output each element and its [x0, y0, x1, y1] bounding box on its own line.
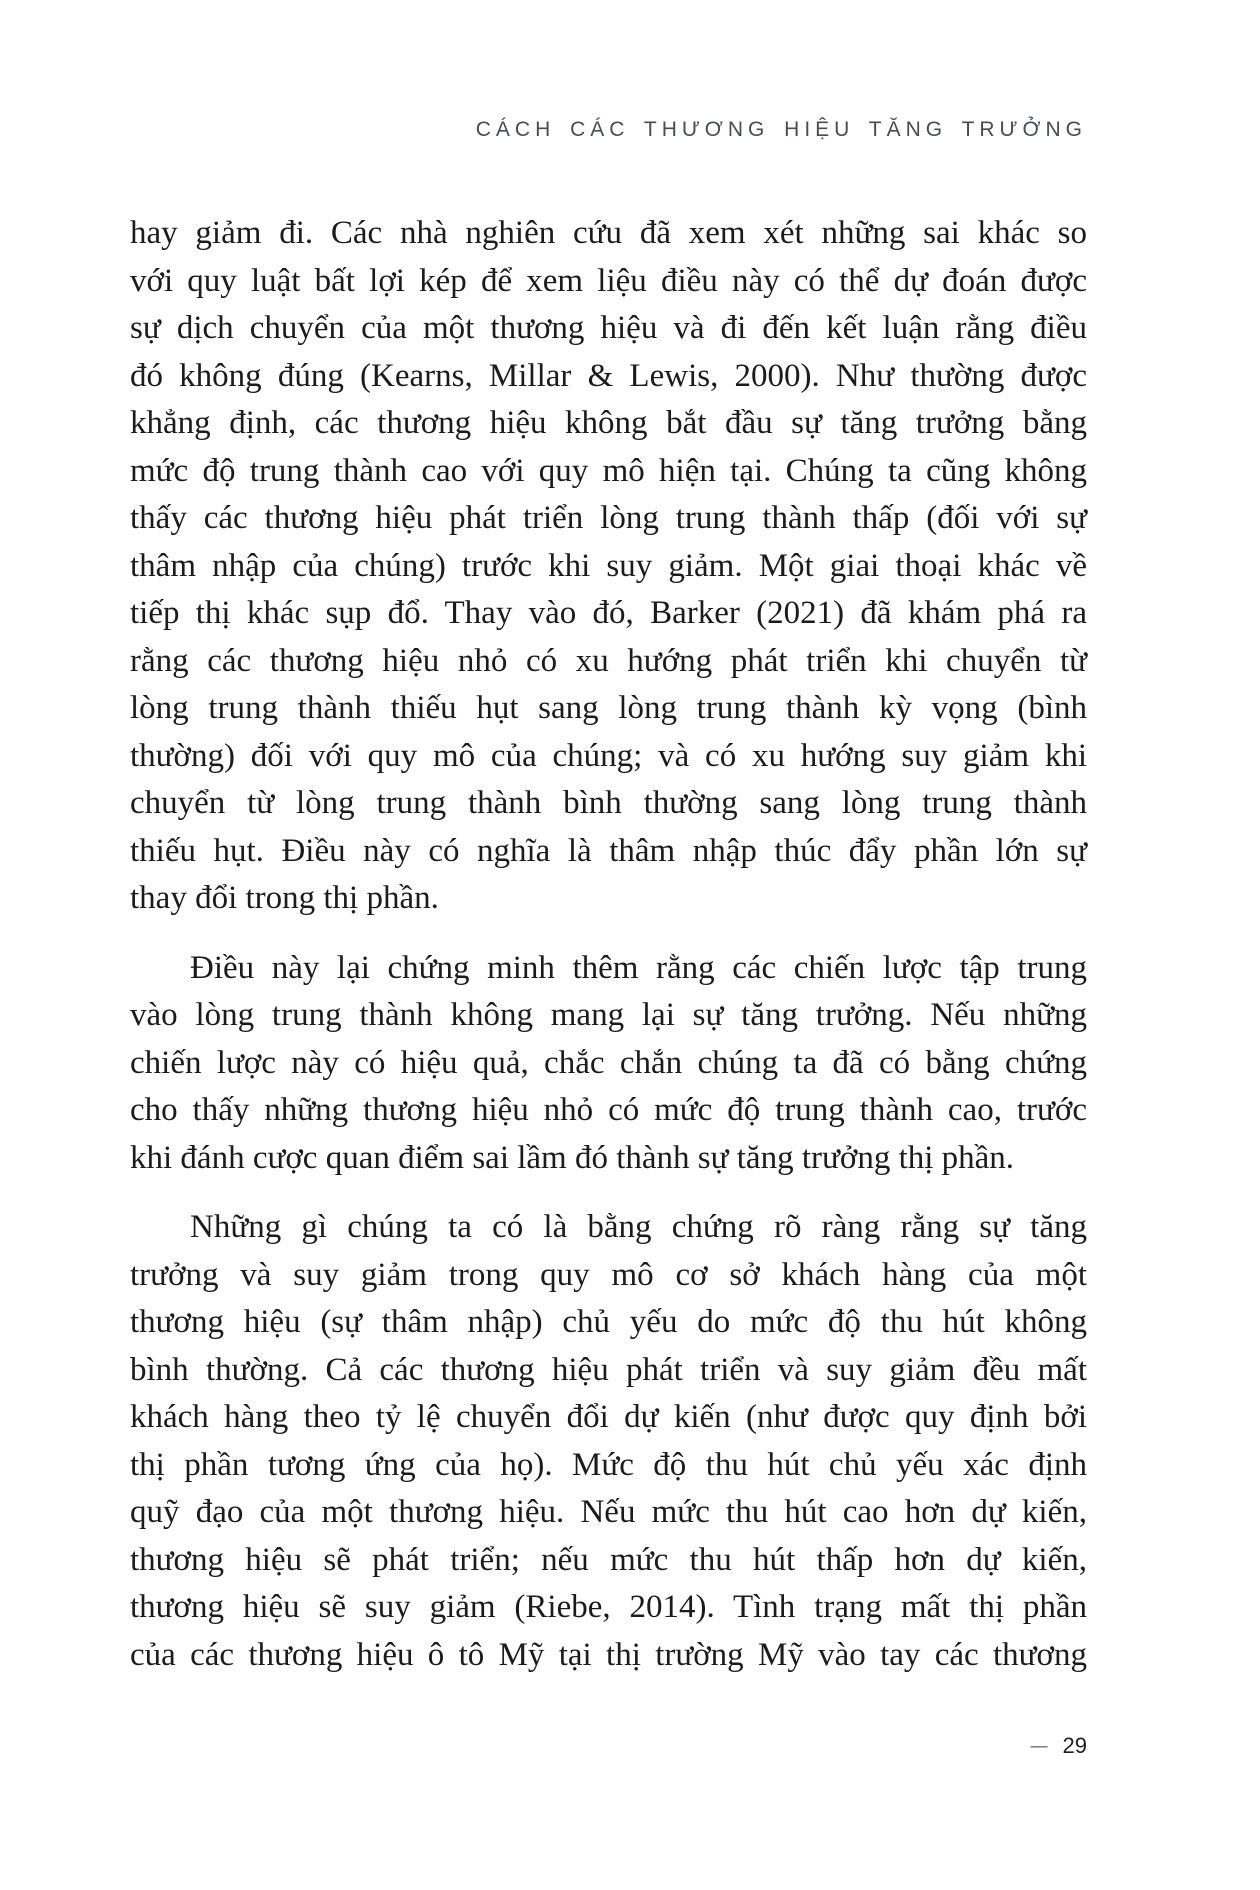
- body-paragraph: [130, 945, 1087, 1183]
- text-line: chuyển từ lòng trung thành bình thường sang lòng trung thành: [130, 785, 1087, 821]
- text-line: thương hiệu (sự thâm nhập) chủ yếu do mức độ thu hút không: [130, 1304, 1087, 1340]
- text-line: khẳng định, các thương hiệu không bắt đầu sự tăng trưởng bằng: [130, 405, 1087, 441]
- text-line: thâm nhập của chúng) trước khi suy giảm. Một giai thoại khác về: [130, 547, 1087, 584]
- text-line: thương hiệu sẽ suy giảm (Riebe, 2014). Tình trạng mất thị phần: [130, 1589, 1087, 1625]
- text-line: khách hàng theo tỷ lệ chuyển đổi dự kiến (như được quy định bởi: [130, 1399, 1087, 1435]
- page-number-dash: —: [1030, 1735, 1048, 1757]
- text-line: thường) đối với quy mô của chúng; và có xu hướng suy giảm khi: [130, 737, 1087, 774]
- text-line: trưởng và suy giảm trong quy mô cơ sở khách hàng của một: [130, 1256, 1087, 1293]
- text-line: thấy các thương hiệu phát triển lòng trung thành thấp (đối với sự: [130, 500, 1087, 536]
- text-line: bình thường. Cả các thương hiệu phát triển và suy giảm đều mất: [130, 1351, 1087, 1388]
- text-line: chiến lược này có hiệu quả, chắc chắn chúng ta đã có bằng chứng: [130, 1044, 1087, 1081]
- text-line: Những gì chúng ta có là bằng chứng rõ ràng rằng sự tăng: [190, 1209, 1087, 1245]
- text-line: Điều này lại chứng minh thêm rằng các chiến lược tập trung: [190, 949, 1087, 986]
- text-line: lòng trung thành thiếu hụt sang lòng trung thành kỳ vọng (bình: [130, 690, 1087, 726]
- text-line: rằng các thương hiệu nhỏ có xu hướng phát triển khi chuyển từ: [130, 642, 1087, 679]
- text-line: thị phần tương ứng của họ). Mức độ thu hút chủ yếu xác định: [130, 1446, 1087, 1483]
- text-line: đó không đúng (Kearns, Millar & Lewis, 2000). Như thường được: [130, 357, 1087, 394]
- page-footer: [1029, 1734, 1087, 1758]
- text-line: với quy luật bất lợi kép để xem liệu điều này có thể dự đoán được: [130, 262, 1087, 299]
- body-paragraph: [130, 1204, 1087, 1679]
- text-line: cho thấy những thương hiệu nhỏ có mức độ trung thành cao, trước: [130, 1092, 1087, 1128]
- body-text: [130, 210, 1087, 1679]
- text-line: hay giảm đi. Các nhà nghiên cứu đã xem xét những sai khác so: [130, 215, 1087, 251]
- text-line: tiếp thị khác sụp đổ. Thay vào đó, Barker (2021) đã khám phá ra: [130, 595, 1087, 631]
- text-line: thương hiệu sẽ phát triển; nếu mức thu hút thấp hơn dự kiến,: [130, 1541, 1087, 1578]
- text-line: thiếu hụt. Điều này có nghĩa là thâm nhập thúc đẩy phần lớn sự: [130, 832, 1087, 869]
- page-number: 29: [1062, 1733, 1087, 1758]
- text-line: sự dịch chuyển của một thương hiệu và đi đến kết luận rằng điều: [130, 310, 1087, 346]
- body-paragraph: [130, 210, 1087, 923]
- text-line: quỹ đạo của một thương hiệu. Nếu mức thu hút cao hơn dự kiến,: [130, 1494, 1087, 1530]
- text-line: thay đổi trong thị phần.: [130, 880, 439, 916]
- text-line: mức độ trung thành cao với quy mô hiện tại. Chúng ta cũng không: [130, 452, 1087, 489]
- running-header: CÁCH CÁC THƯƠNG HIỆU TĂNG TRƯỞNG: [475, 118, 1087, 141]
- text-line: của các thương hiệu ô tô Mỹ tại thị trường Mỹ vào tay các thương: [130, 1636, 1087, 1673]
- text-line: khi đánh cược quan điểm sai lầm đó thành sự tăng trưởng thị phần.: [130, 1139, 1015, 1176]
- text-line: vào lòng trung thành không mang lại sự tăng trưởng. Nếu những: [130, 997, 1087, 1033]
